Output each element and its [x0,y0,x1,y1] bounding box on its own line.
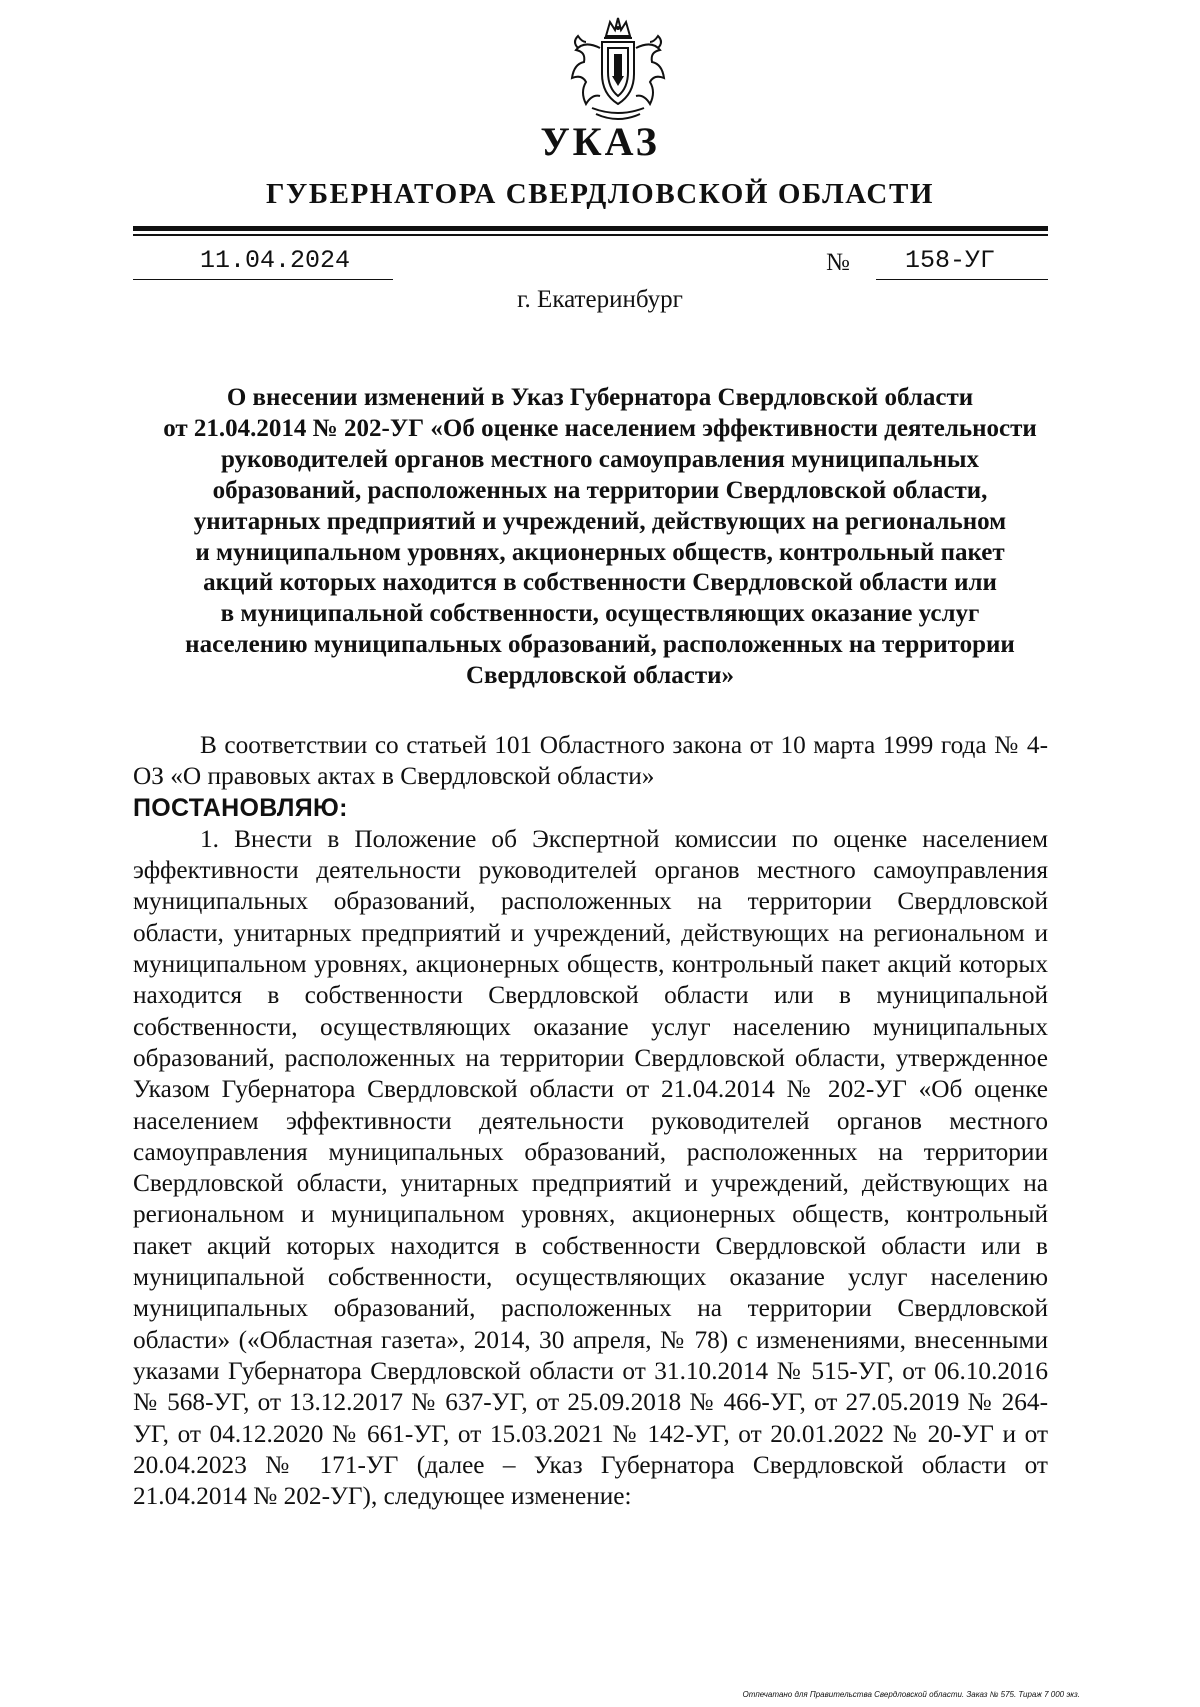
print-footer: Отпечатано для Правительства Свердловской области. Заказ № 575. Тираж 7 000 экз. [742,1690,1080,1699]
preamble: В соответствии со статьей 101 Областного закона от 10 марта 1999 года № 4-ОЗ «О правовых актах в Свердловской области» [133,731,1048,791]
document-type: УКАЗ [540,119,660,164]
document-body [133,730,1048,1512]
city: г. Екатеринбург [517,286,683,313]
number-sign: № [826,249,850,276]
title-line: акций которых находится в собственности Свердловской области или [203,569,997,597]
title-line: от 21.04.2014 № 202-УГ «Об оценке населением эффективности деятельности [163,414,1037,442]
document-number: 158-УГ [905,246,996,275]
title-line: унитарных предприятий и учреждений, действующих на региональном [193,507,1007,535]
item-1: 1. Внести в Положение об Экспертной комиссии по оценке населением эффективности деятельности руководителей органов местного самоуправления муниципальных образований, расположенных на территории Свердловской области, унитарных предприятий и учреждений, действующих на региональном и муниципальном уровнях, акционерных обществ, контрольный пакет акций которых находится в собственности Свердловской области или в муниципальной собственности, осуществляющих оказание услуг населению муниципальных образований, расположенных на территории Свердловской области, утвержденное Указом Губернатора Свердловской области от 21.04.2014 № 202-УГ «Об оценке населением эффективности деятельности руководителей органов местного самоуправления муниципальных образований, расположенных на территории Свердловской области, унитарных предприятий и учреждений, действующих на региональном и муниципальном уровнях, акционерных обществ, контрольный пакет акций которых находится в собственности Свердловской области или в муниципальной собственности, осуществляющих оказание услуг населению муниципальных образований, расположенных на территории Свердловской области» («Областная газета», 2014, 30 апреля, № 78) с изменениями, внесенными указами Губернатора Свердловской области от 31.10.2014 № 515-УГ, от 06.10.2016 № 568-УГ, от 13.12.2017 № 637-УГ, от 25.09.2018 № 466-УГ, от 27.05.2019 № 264-УГ, от 04.12.2020 № 661-УГ, от 15.03.2021 № 142-УГ, от 20.01.2022 № 20-УГ и от 20.04.2023 № 171-УГ (далее – Указ Губернатора Свердловской области от 21.04.2014 № 202-УГ), следующее изменение: [133,824,1048,1511]
title-line: в муниципальной собственности, осуществляющих оказание услуг [220,600,980,628]
coat-of-arms-icon [562,14,674,126]
header-rule-thick [133,226,1048,231]
number-underline [876,279,1048,280]
title-line: руководителей органов местного самоуправления муниципальных [220,445,980,473]
issuing-authority: ГУБЕРНАТОРА СВЕРДЛОВСКОЙ ОБЛАСТИ [265,178,935,210]
title-line: О внесении изменений в Указ Губернатора Свердловской области [226,384,974,411]
header-rule-thin [133,234,1048,236]
title-line: образований, расположенных на территории Свердловской области, [212,476,988,504]
decree-heading: ПОСТАНОВЛЯЮ: [133,793,348,822]
document-title [110,383,1090,692]
document-date: 11.04.2024 [200,246,351,275]
date-underline [133,279,393,280]
title-line: населению муниципальных образований, расположенных на территории [185,631,1015,659]
title-line: Свердловской области» [465,662,735,690]
title-line: и муниципальном уровнях, акционерных обществ, контрольный пакет [195,538,1005,566]
